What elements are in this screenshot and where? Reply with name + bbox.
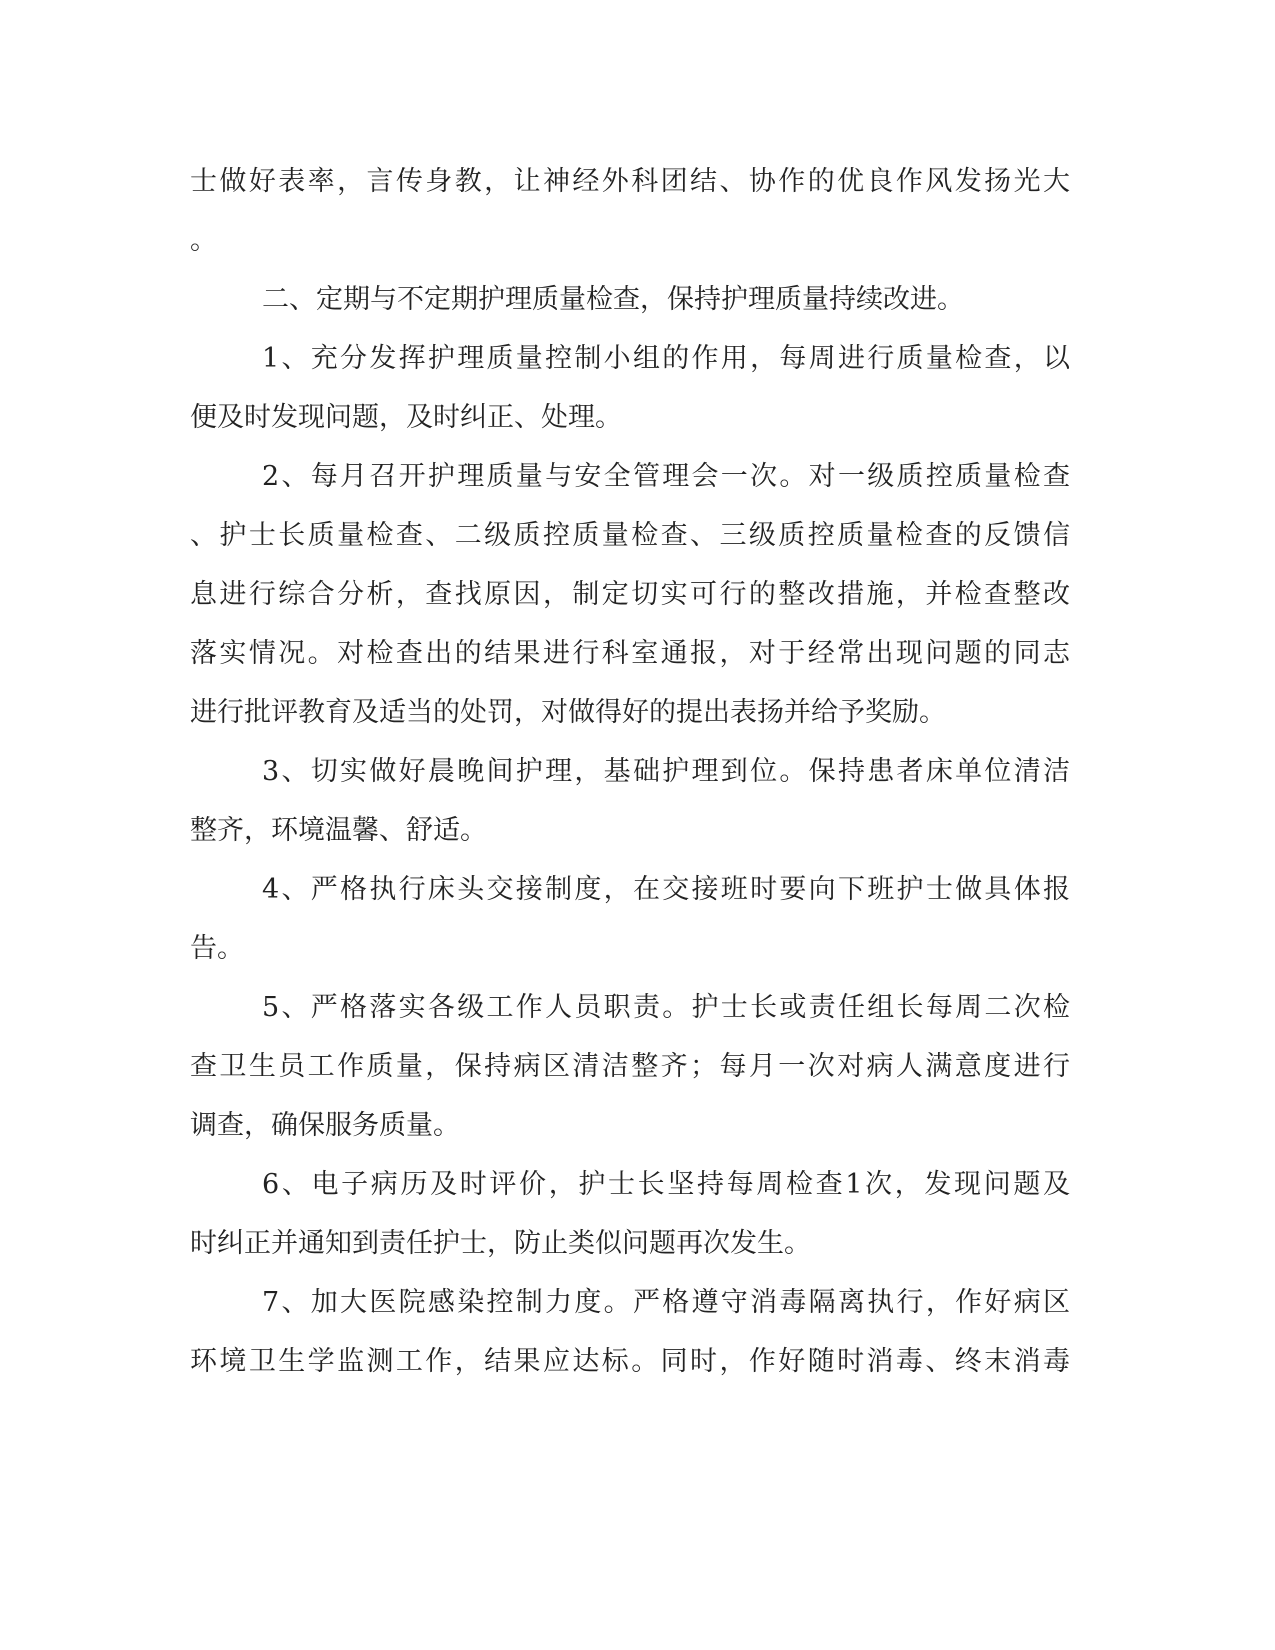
text-line: 便及时发现问题，及时纠正、处理。 xyxy=(190,402,622,433)
text-line: 调查，确保服务质量。 xyxy=(190,1110,460,1141)
text-line: 环境卫生学监测工作，结果应达标。同时，作好随时消毒、终末消毒 xyxy=(190,1346,1070,1377)
text-line: 、护士长质量检查、二级质控质量检查、三级质控质量检查的反馈信 xyxy=(190,520,1070,551)
section-heading: 二、定期与不定期护理质量检查，保持护理质量持续改进。 xyxy=(262,284,964,315)
text-line: 整齐，环境温馨、舒适。 xyxy=(190,815,487,846)
text-line: 告。 xyxy=(190,933,244,964)
text-line: 3、切实做好晨晚间护理，基础护理到位。保持患者床单位清洁 xyxy=(262,756,1070,787)
text-line: 4、严格执行床头交接制度，在交接班时要向下班护士做具体报 xyxy=(262,874,1070,905)
text-line: 5、严格落实各级工作人员职责。护士长或责任组长每周二次检 xyxy=(262,992,1070,1023)
text-line: 6、电子病历及时评价，护士长坚持每周检查1次，发现问题及 xyxy=(262,1169,1070,1200)
text-line: 。 xyxy=(190,225,217,256)
text-line: 息进行综合分析，查找原因，制定切实可行的整改措施，并检查整改 xyxy=(190,579,1070,610)
text-line: 查卫生员工作质量，保持病区清洁整齐；每月一次对病人满意度进行 xyxy=(190,1051,1070,1082)
text-line: 士做好表率，言传身教，让神经外科团结、协作的优良作风发扬光大 xyxy=(190,166,1070,197)
text-line: 7、加大医院感染控制力度。严格遵守消毒隔离执行，作好病区 xyxy=(262,1287,1070,1318)
text-line: 1、充分发挥护理质量控制小组的作用，每周进行质量检查，以 xyxy=(262,343,1070,374)
text-line: 进行批评教育及适当的处罚，对做得好的提出表扬并给予奖励。 xyxy=(190,697,946,728)
text-line: 落实情况。对检查出的结果进行科室通报，对于经常出现问题的同志 xyxy=(190,638,1070,669)
text-line: 时纠正并通知到责任护士，防止类似问题再次发生。 xyxy=(190,1228,811,1259)
text-line: 2、每月召开护理质量与安全管理会一次。对一级质控质量检查 xyxy=(262,461,1070,492)
